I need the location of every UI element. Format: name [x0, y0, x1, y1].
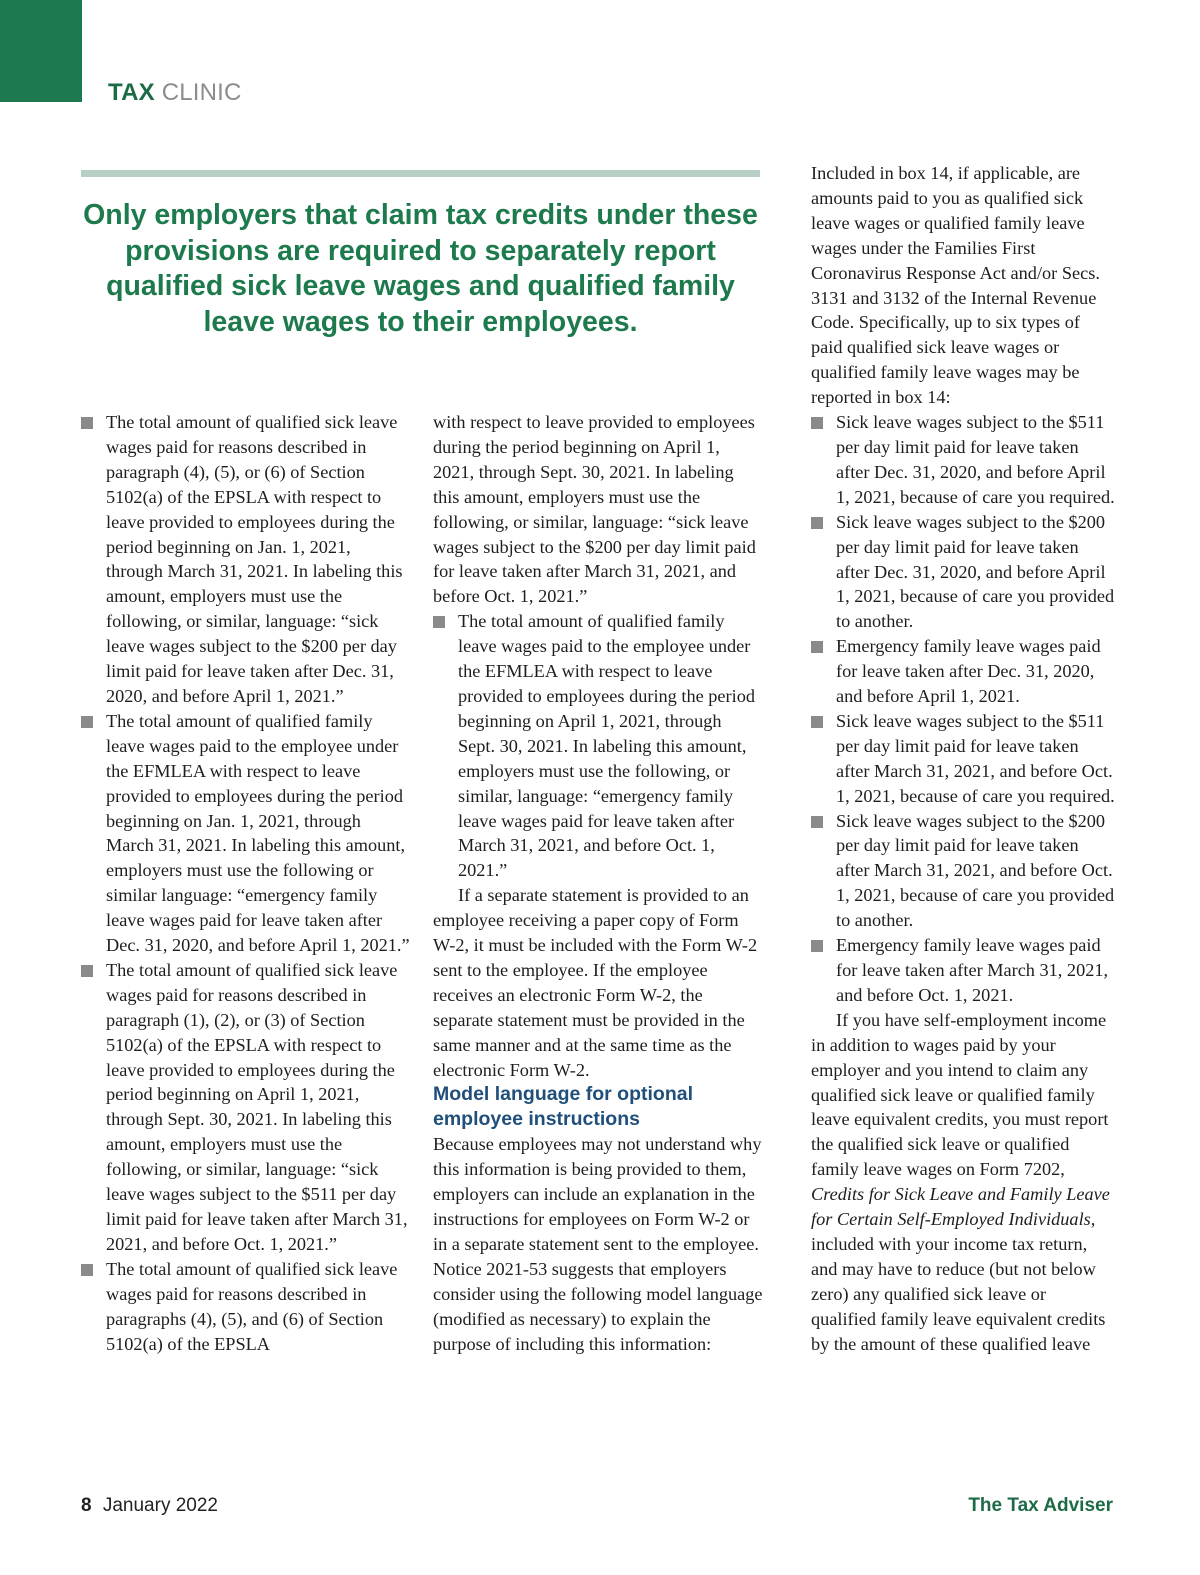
- square-bullet-icon: [81, 716, 93, 728]
- bullet-list: [811, 410, 1115, 1008]
- list-item-continuation: with respect to leave provided to employees during the period beginning on April 1, 2021, through Sept. 30, 2021. In labeling this amount, employers must use the following, or similar, language: “sick leave wages subject to the $200 per day limit paid for leave taken after March 31, 2021, and before Oct. 1, 2021.”: [433, 412, 756, 607]
- form-title: Credits for Sick Leave and Family Leave for Certain Self-Employed Individuals: [811, 1184, 1110, 1230]
- list-item-text: The total amount of qualified family leave wages paid to the employee under the EFMLEA with respect to leave provided to employees during the period beginning on Jan. 1, 2021, through March 31, 2021. In labeling this amount, employers must use the following or similar language: “emergency family leave wages paid for leave taken after Dec. 31, 2020, and before April 1, 2021.”: [106, 710, 410, 956]
- paragraph-text: If you have self-employment income in addition to wages paid by your employer and you intend to claim any qualified sick leave or qualified family leave equivalent credits, you must report the qualified sick leave or qualified family leave wages on Form 7202,: [811, 1009, 1109, 1180]
- list-item: [81, 410, 411, 709]
- list-item: [811, 933, 1115, 1008]
- square-bullet-icon: [811, 517, 823, 529]
- square-bullet-icon: [81, 965, 93, 977]
- column-3: [811, 161, 1115, 1357]
- list-item-text: Emergency family leave wages paid for leave taken after March 31, 2021, and before Oct. 1, 2021.: [836, 935, 1109, 1005]
- list-item-text: The total amount of qualified sick leave wages paid for reasons described in paragraph (4), (5), or (6) of Section 5102(a) of the EPSLA with respect to leave provided to employees during the period beginning on Jan. 1, 2021, through March 31, 2021. In labeling this amount, employers must use the following, or similar, language: “sick leave wages subject to the $200 per day limit paid for leave taken after Dec. 31, 2020, and before April 1, 2021.”: [106, 412, 403, 706]
- square-bullet-icon: [81, 1264, 93, 1276]
- list-item: [81, 958, 411, 1257]
- publication-name: The Tax Adviser: [968, 1495, 1113, 1516]
- list-item: [81, 1257, 411, 1357]
- square-bullet-icon: [811, 417, 823, 429]
- list-item: [811, 809, 1115, 934]
- column-2: [433, 410, 763, 1357]
- square-bullet-icon: [811, 940, 823, 952]
- corner-color-block: [0, 0, 82, 102]
- body-paragraph: If a separate statement is provided to an employee receiving a paper copy of Form W-2, it must be included with the Form W-2 sent to the employee. If the employee receives an electronic Form W-2, the separate statement must be provided in the same manner and at the same time as the electronic Form W-2.: [433, 885, 758, 1080]
- list-item-text: Sick leave wages subject to the $200 per day limit paid for leave taken after March 31, 2021, and before Oct. 1, 2021, because of care you provided to another.: [836, 810, 1115, 931]
- pull-quote-rule: [81, 170, 760, 177]
- issue-date: January 2022: [102, 1495, 219, 1516]
- list-item-text: The total amount of qualified sick leave wages paid for reasons described in paragraph (1), (2), or (3) of Section 5102(a) of the EPSLA with respect to leave provided to employees during the period beginning on April 1, 2021, through Sept. 30, 2021. In labeling this amount, employers must use the following, or similar, language: “sick leave wages subject to the $511 per day limit paid for leave taken after March 31, 2021, and before Oct. 1, 2021.”: [106, 959, 408, 1254]
- column-1: [81, 410, 411, 1356]
- section-label: [108, 78, 242, 108]
- list-item-text: Emergency family leave wages paid for leave taken after Dec. 31, 2020, and before April 1, 2021.: [836, 636, 1101, 707]
- list-item-text: The total amount of qualified sick leave wages paid for reasons described in paragraphs (4), (5), and (6) of Section 5102(a) of the EPSLA: [106, 1258, 398, 1354]
- list-item-text: Sick leave wages subject to the $511 per day limit paid for leave taken after Dec. 31, 2020, and before April 1, 2021, because of care you required.: [836, 412, 1115, 507]
- paragraph-text: , included with your income tax return, and may have to reduce (but not below zero) any qualified sick leave or qualified family leave equivalent credits by the amount of these qualified leave: [811, 1209, 1106, 1354]
- list-item: [811, 510, 1115, 635]
- bullet-list: [433, 609, 763, 883]
- body-paragraph: Because employees may not understand why this information is being provided to them, employers can include an explanation in the instructions for employees on Form W-2 or in a separate statement sent to the employee. Notice 2021-53 suggests that employers consider using the following model language (modified as necessary) to explain the purpose of including this information:: [433, 1134, 763, 1354]
- square-bullet-icon: [811, 816, 823, 828]
- page-number: 8: [81, 1495, 92, 1516]
- list-item-text: Sick leave wages subject to the $200 per day limit paid for leave taken after Dec. 31, 2020, and before April 1, 2021, because of care you provided to another.: [836, 511, 1115, 632]
- list-item: [433, 609, 763, 883]
- body-paragraph: [811, 1008, 1115, 1357]
- footer-folio: [81, 1495, 218, 1517]
- body-paragraph: Included in box 14, if applicable, are amounts paid to you as qualified sick leave wages or qualified family leave wages under the Families First Coronavirus Response Act and/or Secs. 3131 and 3132 of the Internal Revenue Code. Specifically, up to six types of paid qualified sick leave wages or qualified family leave wages may be reported in box 14:: [811, 163, 1100, 408]
- square-bullet-icon: [811, 641, 823, 653]
- square-bullet-icon: [81, 417, 93, 429]
- list-item: [81, 709, 411, 958]
- square-bullet-icon: [433, 616, 445, 628]
- bullet-list: [81, 410, 411, 1356]
- list-item-text: Sick leave wages subject to the $511 per day limit paid for leave taken after March 31, 2021, and before Oct. 1, 2021, because of care you required.: [836, 710, 1115, 806]
- list-item: [811, 709, 1115, 809]
- section-label-light: CLINIC: [161, 79, 242, 106]
- pull-quote: Only employers that claim tax credits under these provisions are required to separately report qualified sick leave wages and qualified family leave wages to their employees.: [83, 199, 758, 338]
- subheading: Model language for optional employee instructions: [433, 1083, 693, 1131]
- list-item-text: The total amount of qualified family leave wages paid to the employee under the EFMLEA with respect to leave provided to employees during the period beginning on April 1, 2021, through Sept. 30, 2021. In labeling this amount, employers must use the following, or similar, language: “emergency family leave wages paid for leave taken after March 31, 2021, and before Oct. 1, 2021.”: [458, 611, 755, 881]
- square-bullet-icon: [811, 716, 823, 728]
- list-item: [811, 634, 1115, 709]
- list-item: [811, 410, 1115, 510]
- section-label-bold: TAX: [108, 79, 155, 106]
